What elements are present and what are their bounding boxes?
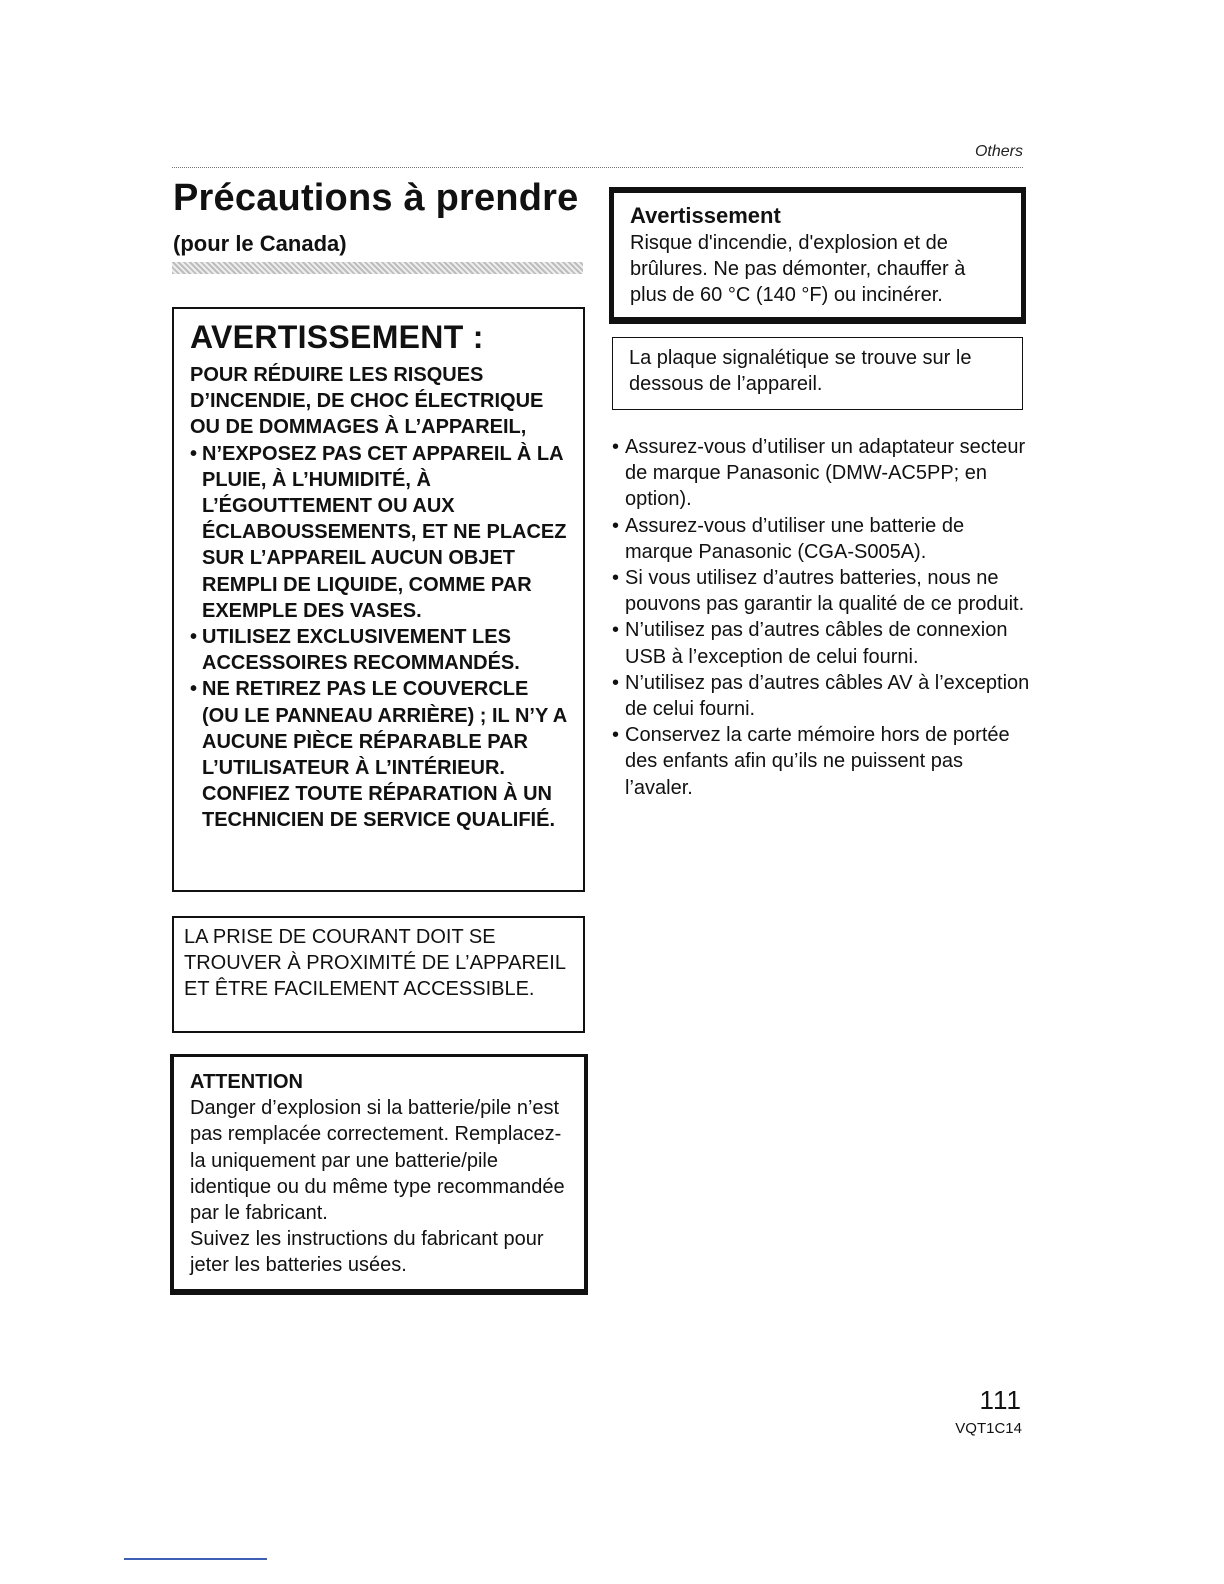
page-subtitle: (pour le Canada) — [173, 231, 347, 256]
warning-item: • N’EXPOSEZ PAS CET APPAREIL À LA PLUIE, À L’HUMIDITÉ, À L’ÉGOUTTEMENT OU AUX ÉCLABOUSSEMENTS, ET NE PLACEZ SUR L’APPAREIL AUCUN OBJET REMPLI DE LIQUIDE, COMME PAR EXEMPLE DES VASES. — [190, 441, 567, 624]
list-item: • N’utilisez pas d’autres câbles AV à l’exception de celui fourni. — [612, 670, 1032, 722]
title-underline-bar — [172, 262, 583, 274]
list-item: • Si vous utilisez d’autres batteries, nous ne pouvons pas garantir la qualité de ce produit. — [612, 565, 1032, 617]
document-code: VQT1C14 — [955, 1420, 1022, 1437]
warning-list — [190, 441, 567, 834]
list-item: • Assurez-vous d’utiliser un adaptateur secteur de marque Panasonic (DMW-AC5PP; en option). — [612, 434, 1032, 513]
attention-paragraph: Danger d’explosion si la batterie/pile n’est pas remplacée correctement. Remplacez-la uniquement par une batterie/pile identique ou du même type recommandée par le fabricant. — [190, 1097, 565, 1225]
precaution-list — [612, 434, 1032, 801]
rating-plate-box: La plaque signalétique se trouve sur le dessous de l’appareil. — [612, 337, 1023, 410]
attention-paragraph: Suivez les instructions du fabricant pour jeter les batteries usées. — [190, 1228, 544, 1277]
avertissement-box — [609, 187, 1026, 324]
warning-item: • UTILISEZ EXCLUSIVEMENT LES ACCESSOIRES RECOMMANDÉS. — [190, 624, 567, 676]
section-label: Others — [974, 143, 1023, 160]
attention-box — [170, 1054, 588, 1295]
warning-intro: POUR RÉDUIRE LES RISQUES D’INCENDIE, DE CHOC ÉLECTRIQUE OU DE DOMMAGES À L’APPAREIL, — [190, 364, 544, 439]
page-title: Précautions à prendre — [173, 177, 579, 219]
avertissement-title: Avertissement — [630, 203, 781, 228]
warning-title: AVERTISSEMENT : — [190, 319, 484, 355]
list-item: • Conservez la carte mémoire hors de portée des enfants afin qu’ils ne puissent pas l’avaler. — [612, 722, 1032, 801]
avertissement-text: Risque d'incendie, d'explosion et de brûlures. Ne pas démonter, chauffer à plus de 60 °C (140 °F) ou incinérer. — [630, 232, 966, 307]
warning-box — [172, 307, 585, 892]
list-item: • Assurez-vous d’utiliser une batterie de marque Panasonic (CGA-S005A). — [612, 513, 1032, 565]
bottom-rule — [124, 1558, 267, 1560]
list-item: • N’utilisez pas d’autres câbles de connexion USB à l’exception de celui fourni. — [612, 617, 1032, 669]
page-number: 111 — [979, 1385, 1022, 1415]
warning-item: • NE RETIREZ PAS LE COUVERCLE (OU LE PANNEAU ARRIÈRE) ; IL N’Y A AUCUNE PIÈCE RÉPARABLE PAR L’UTILISATEUR À L’INTÉRIEUR. CONFIEZ TOUTE RÉPARATION À UN TECHNICIEN DE SERVICE QUALIFIÉ. — [190, 676, 567, 833]
header-rule — [172, 167, 1023, 168]
outlet-notice-box: LA PRISE DE COURANT DOIT SE TROUVER À PROXIMITÉ DE L’APPAREIL ET ÊTRE FACILEMENT ACCESSIBLE. — [172, 916, 585, 1033]
attention-title: ATTENTION — [190, 1071, 303, 1093]
